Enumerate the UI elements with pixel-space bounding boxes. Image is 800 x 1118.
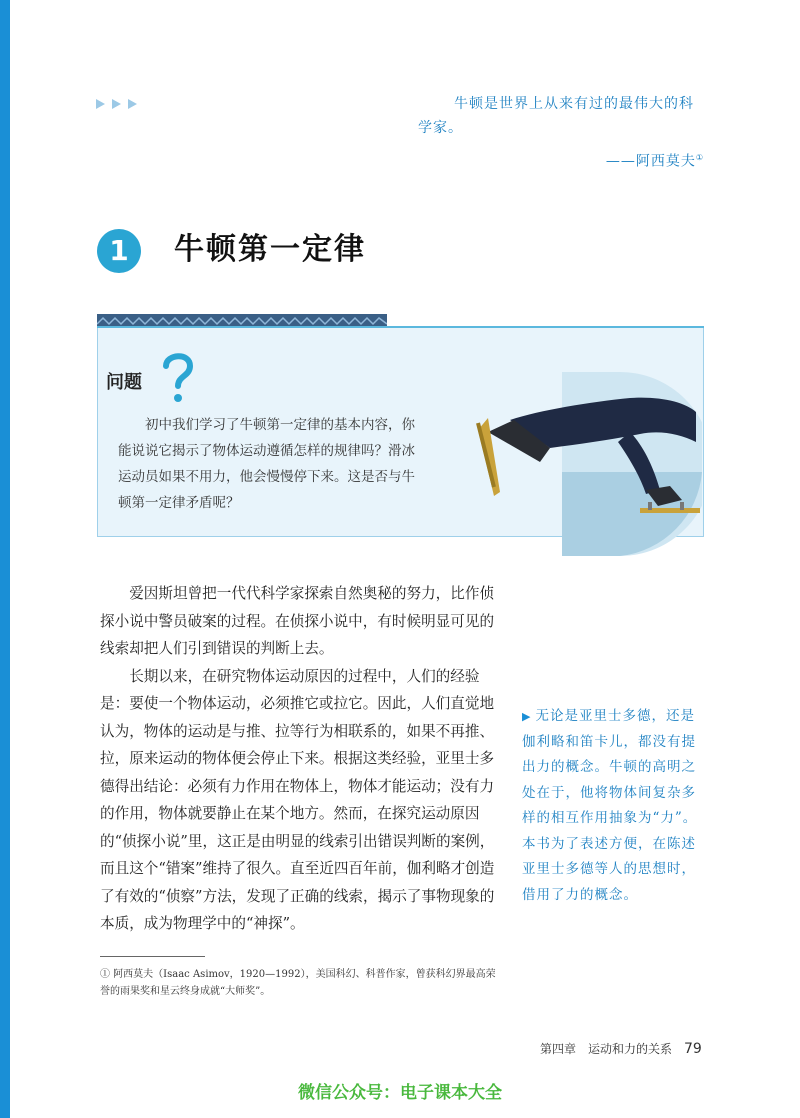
footnote-ref[interactable]: ① [695, 153, 704, 162]
footnote: ① 阿西莫夫（Isaac Asimov，1920—1992），美国科幻、科普作家，曾获科幻界最高荣誉的雨果奖和星云终身成就“大师奖”。 [100, 969, 496, 997]
epigraph-quote [418, 92, 718, 174]
quote-line-1: 牛顿是世界上从来有过的最伟大的科 [454, 96, 694, 112]
footnote-rule [100, 956, 205, 957]
triangle-bullet-icon: ▶ [522, 710, 532, 723]
body-paragraph-2: 长期以来，在研究物体运动原因的过程中，人们的经验是：要使一个物体运动，必须推它或拉它。因此，人们直觉地认为，物体的运动是与推、拉等行为相联系的，如果不再推、拉，原来运动的物体便会停止下来。根据这类经验，亚里士多德得出结论：必须有力作用在物体上，物体才能运动；没有力的作用，物体就要静止在某个地方。然而，在探究运动原因的“侦探小说”里，这正是由明显的线索引出错误判断的案例，而且这个“错案”维持了很久。直至近四百年前，伽利略才创造了有效的“侦察”方法，发现了正确的线索，揭示了事物现象的本质，成为物理学中的“神探”。 [100, 667, 495, 932]
triple-arrow-icon [96, 98, 146, 110]
body-text [100, 580, 505, 938]
margin-note-text: 无论是亚里士多德，还是伽利略和笛卡儿，都没有提出力的概念。牛顿的高明之处在于，他将物体间复杂多样的相互作用抽象为“力”。本书为了表述方便，在陈述亚里士多德等人的思想时，借用了力的概念。 [522, 708, 698, 903]
margin-note [522, 704, 707, 908]
footer-chapter: 第四章 运动和力的关系 [540, 1042, 673, 1056]
question-panel [97, 328, 704, 537]
body-paragraph-1: 爱因斯坦曾把一代代科学家探索自然奥秘的努力，比作侦探小说中警员破案的过程。在侦探小说中，有时候明显可见的线索却把人们引到错误的判断上去。 [100, 585, 495, 657]
page-footer [540, 1040, 702, 1057]
quote-author-name: ——阿西莫夫 [605, 153, 696, 170]
skater-illustration [470, 372, 702, 556]
question-box [97, 314, 704, 538]
watermark-text: 微信公众号：电子课本大全 [298, 1083, 502, 1103]
section-title: 牛顿第一定律 [174, 232, 366, 267]
quote-line-2: 学家。 [418, 120, 463, 136]
question-label: 问题 [106, 372, 142, 393]
page-number: 79 [684, 1041, 702, 1057]
question-mark-icon [158, 348, 198, 408]
page-spine-bar [0, 0, 10, 1118]
quote-author [418, 146, 718, 174]
section-number-badge: 1 [97, 229, 141, 273]
question-text: 初中我们学习了牛顿第一定律的基本内容，你能说说它揭示了物体运动遵循怎样的规律吗？滑冰运动员如果不用力，他会慢慢停下来。这是否与牛顿第一定律矛盾呢？ [118, 417, 415, 511]
